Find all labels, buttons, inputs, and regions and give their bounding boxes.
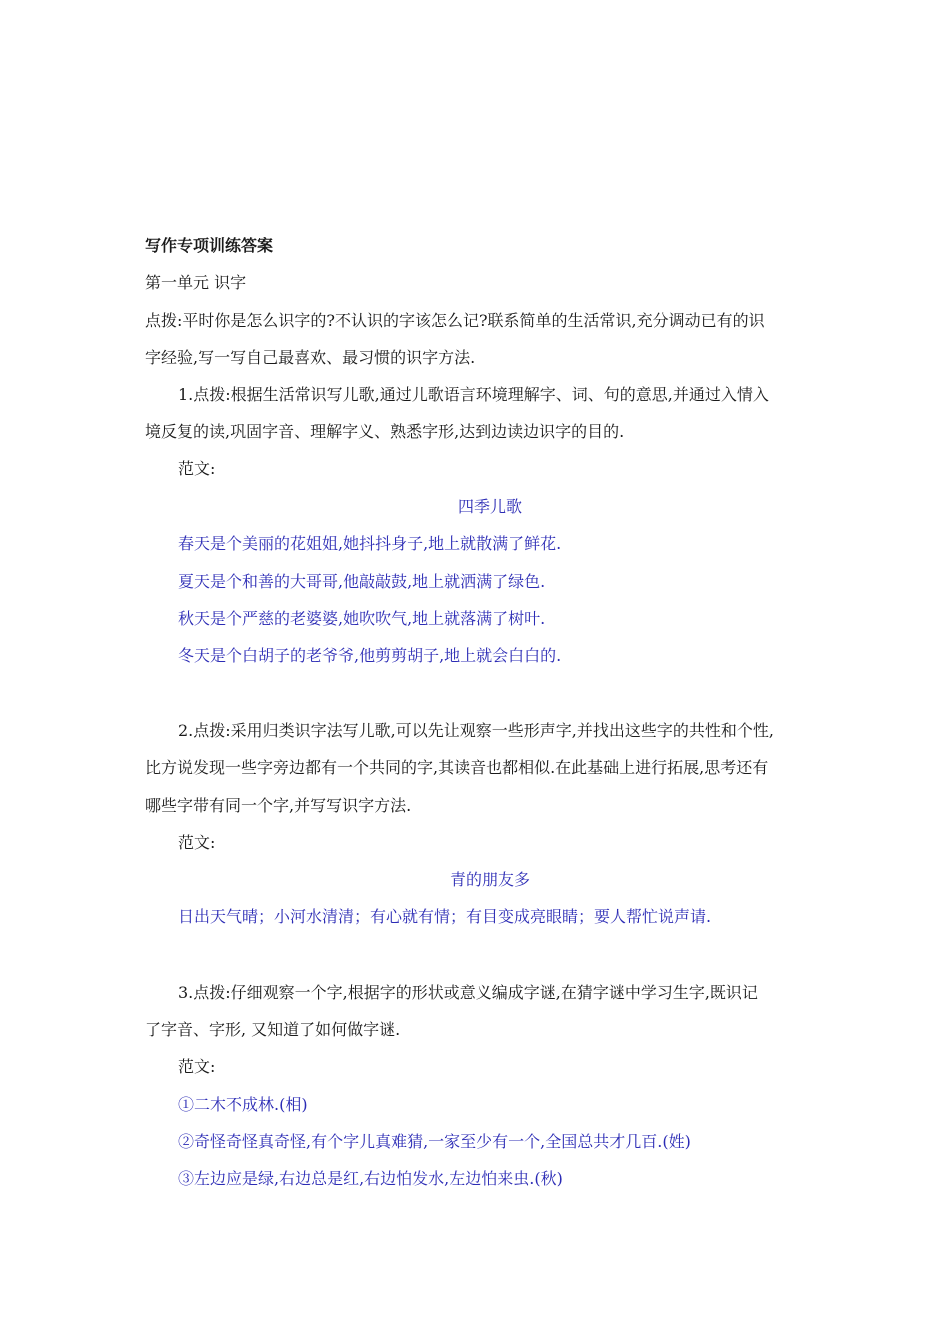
- riddle-item: ③左边应是绿,右边总是红,右边怕发水,左边怕来虫.(秋): [178, 1169, 563, 1188]
- poem-line: 冬天是个白胡子的老爷爷,他剪剪胡子,地上就会白白的.: [178, 646, 562, 665]
- q2-line: 2.点拨:采用归类识字法写儿歌,可以先让观察一些形声字,并找出这些字的共性和个性,: [178, 721, 774, 740]
- poem-title: 青的朋友多: [449, 870, 530, 889]
- poem-line: 春天是个美丽的花姐姐,她抖抖身子,地上就散满了鲜花.: [178, 534, 562, 553]
- sample-label: 范文:: [178, 1057, 216, 1076]
- intro-line: 点拨:平时你是怎么识字的?不认识的字该怎么记?联系简单的生活常识,充分调动已有的识: [145, 311, 765, 330]
- q2-line: 比方说发现一些字旁边都有一个共同的字,其读音也都相似.在此基础上进行拓展,思考还有: [145, 758, 769, 777]
- q3-line: 3.点拨:仔细观察一个字,根据字的形状或意义编成字谜,在猜字谜中学习生字,既识记: [178, 983, 758, 1002]
- q3-line: 了字音、字形, 又知道了如何做字谜.: [145, 1020, 401, 1039]
- poem-line: 秋天是个严慈的老婆婆,她吹吹气,地上就落满了树叶.: [178, 609, 546, 628]
- q1-line: 1.点拨:根据生活常识写儿歌,通过儿歌语言环境理解字、词、句的意思,并通过入情入: [178, 385, 769, 404]
- poem-line: 夏天是个和善的大哥哥,他敲敲鼓,地上就洒满了绿色.: [178, 572, 546, 591]
- intro-line: 字经验,写一写自己最喜欢、最习惯的识字方法.: [145, 348, 476, 367]
- q2-line: 哪些字带有同一个字,并写写识字方法.: [145, 796, 412, 815]
- q1-line: 境反复的读,巩固字音、理解字义、熟悉字形,达到边读边识字的目的.: [145, 422, 625, 441]
- riddle-item: ①二木不成林.(相): [178, 1095, 308, 1114]
- poem-title: 四季儿歌: [457, 497, 522, 516]
- unit-heading: 第一单元 识字: [145, 273, 247, 292]
- riddle-item: ②奇怪奇怪真奇怪,有个字儿真难猜,一家至少有一个,全国总共才几百.(姓): [178, 1132, 691, 1151]
- document-title: 写作专项训练答案: [145, 236, 274, 255]
- sample-label: 范文:: [178, 459, 216, 478]
- sample-label: 范文:: [178, 833, 216, 852]
- poem-line: 日出天气晴；小河水清清；有心就有情；有目变成亮眼睛；要人帮忙说声请.: [178, 907, 712, 926]
